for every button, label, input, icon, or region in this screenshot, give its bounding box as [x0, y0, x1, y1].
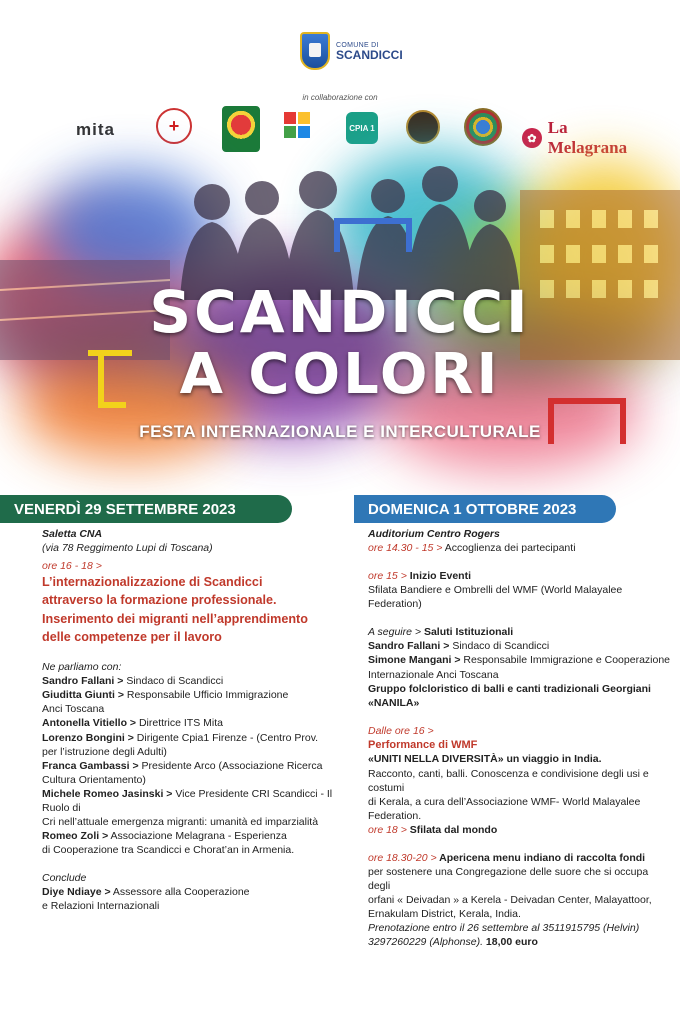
booking-price: 3297260229 (Alphonse). 18,00 euro — [368, 936, 538, 949]
event-title-line2: A COLORI — [179, 342, 501, 407]
dinner-desc: orfani « Deivadan » a Kerela - Deivadan Center, Malayattoor, — [368, 894, 652, 907]
venue-name: Saletta CNA — [42, 528, 103, 540]
speaker-item: Franca Gambassi > Presidente Arco (Associazione Ricerca Cultura Orientamento) — [42, 759, 323, 786]
events-text: Sfilata Bandiere e Ombrelli del WMF (World Malayalee Federation) — [368, 584, 623, 611]
friday-program — [42, 527, 342, 913]
booking-info: Prenotazione entro il 26 settembre al 3511915795 (Helvin) — [368, 922, 640, 935]
arco-logo-icon — [464, 108, 502, 146]
red-cross-icon: + — [156, 108, 192, 144]
speaker-list — [42, 674, 342, 857]
dinner-item: ore 18.30-20 > Apericena menu indiano di raccolta fondi — [368, 851, 646, 864]
mita-logo: mita — [76, 120, 115, 139]
comune-logo — [300, 32, 403, 70]
crest-icon — [300, 32, 330, 70]
partner-logos — [70, 106, 650, 156]
melagrana-icon: ✿ — [522, 128, 542, 148]
sunday-banner: DOMENICA 1 OTTOBRE 2023 — [354, 495, 616, 523]
speaker-item: Antonella Vitiello > Direttrice ITS Mita — [42, 717, 223, 730]
speaker-item: Lorenzo Bongini > Dirigente Cpia1 Firenze - (Centro Prov. per l’istruzione degli Adulti) — [42, 731, 319, 758]
event-subtitle: FESTA INTERNAZIONALE E INTERCULTURALE — [139, 422, 541, 441]
events-item: ore 15 > Inizio Eventi — [368, 570, 472, 583]
speaker-item: Michele Romeo Jasinski > Vice Presidente CRI Scandicci - Il Ruolo di Cri nell’attuale emergenza migranti: umanità ed imparzialità — [42, 787, 333, 828]
conclude-speaker: Diye Ndiaye > Assessore alla Cooperazione e Relazioni Internazionali — [42, 886, 250, 913]
comune-name: SCANDICCI — [336, 47, 403, 62]
blue-frame-decoration — [334, 218, 412, 252]
greeting-item: Simone Mangani > Responsabile Immigrazione e Cooperazione Internazionale Anci Toscana — [368, 654, 671, 681]
welcome-item: ore 14.30 - 15 > Accoglienza dei partecipanti — [368, 542, 576, 555]
folk-group: Gruppo folcloristico di balli e canti tradizionali Georgiani — [368, 682, 651, 695]
talk-time: ore 16 - 18 > — [42, 560, 102, 573]
cpia-logo: CPIA 1 — [346, 112, 378, 144]
dinner-desc: per sostenere una Congregazione delle suore che si occupa degli — [368, 865, 649, 892]
performance-desc: di Kerala, a cura dell’Associazione WMF- World Malayalee Federation. — [368, 795, 641, 822]
speaker-item: Romeo Zoli > Associazione Melagrana - Esperienza di Cooperazione tra Scandicci e Chorat’an in Armenia. — [42, 829, 295, 856]
collaboration-label: in collaborazione con — [302, 93, 378, 102]
talk-title: L’internazionalizzazione di Scandicci attraverso la formazione professionale. Inserimento dei migranti nell’apprendimento delle competenze per il lavoro — [42, 575, 308, 644]
mask-logo-icon — [406, 110, 440, 144]
follow-item: A seguire > Saluti Istituzionali — [368, 626, 514, 639]
speakers-intro: Ne parliamo con: — [42, 661, 122, 674]
hero-artwork — [0, 150, 680, 490]
folk-group-name: «NANILA» — [368, 696, 420, 709]
parade-item: ore 18 > Sfilata dal mondo — [368, 823, 498, 836]
comune-small-label: COMUNE DI — [336, 41, 379, 49]
speaker-item: Sandro Fallani > Sindaco di Scandicci — [42, 675, 224, 688]
wmf-logo-icon — [222, 106, 260, 152]
anci-toscana-logo-icon — [280, 108, 320, 148]
performance-desc: Racconto, canti, balli. Conoscenza e condivisione degli usi e costumi — [368, 767, 649, 794]
sunday-program — [368, 527, 673, 949]
performance-subtitle: «UNITI NELLA DIVERSITÀ» un viaggio in India. — [368, 753, 602, 766]
event-title-line1: SCANDICCI — [149, 278, 531, 346]
greeting-item: Sandro Fallani > Sindaco di Scandicci — [368, 640, 550, 653]
venue-name: Auditorium Centro Rogers — [368, 528, 500, 540]
dinner-desc: Ernakulam District, Kerala, India. — [368, 908, 521, 921]
performance-title: Performance di WMF — [368, 738, 478, 751]
conclude-label: Conclude — [42, 872, 87, 885]
friday-banner: VENERDÌ 29 SETTEMBRE 2023 — [0, 495, 292, 523]
venue-address: (via 78 Reggimento Lupi di Toscana) — [42, 542, 213, 555]
melagrana-label: La Melagrana — [547, 118, 628, 157]
performance-time: Dalle ore 16 > — [368, 724, 434, 737]
speaker-item: Giuditta Giunti > Responsabile Ufficio Immigrazione Anci Toscana — [42, 689, 289, 716]
